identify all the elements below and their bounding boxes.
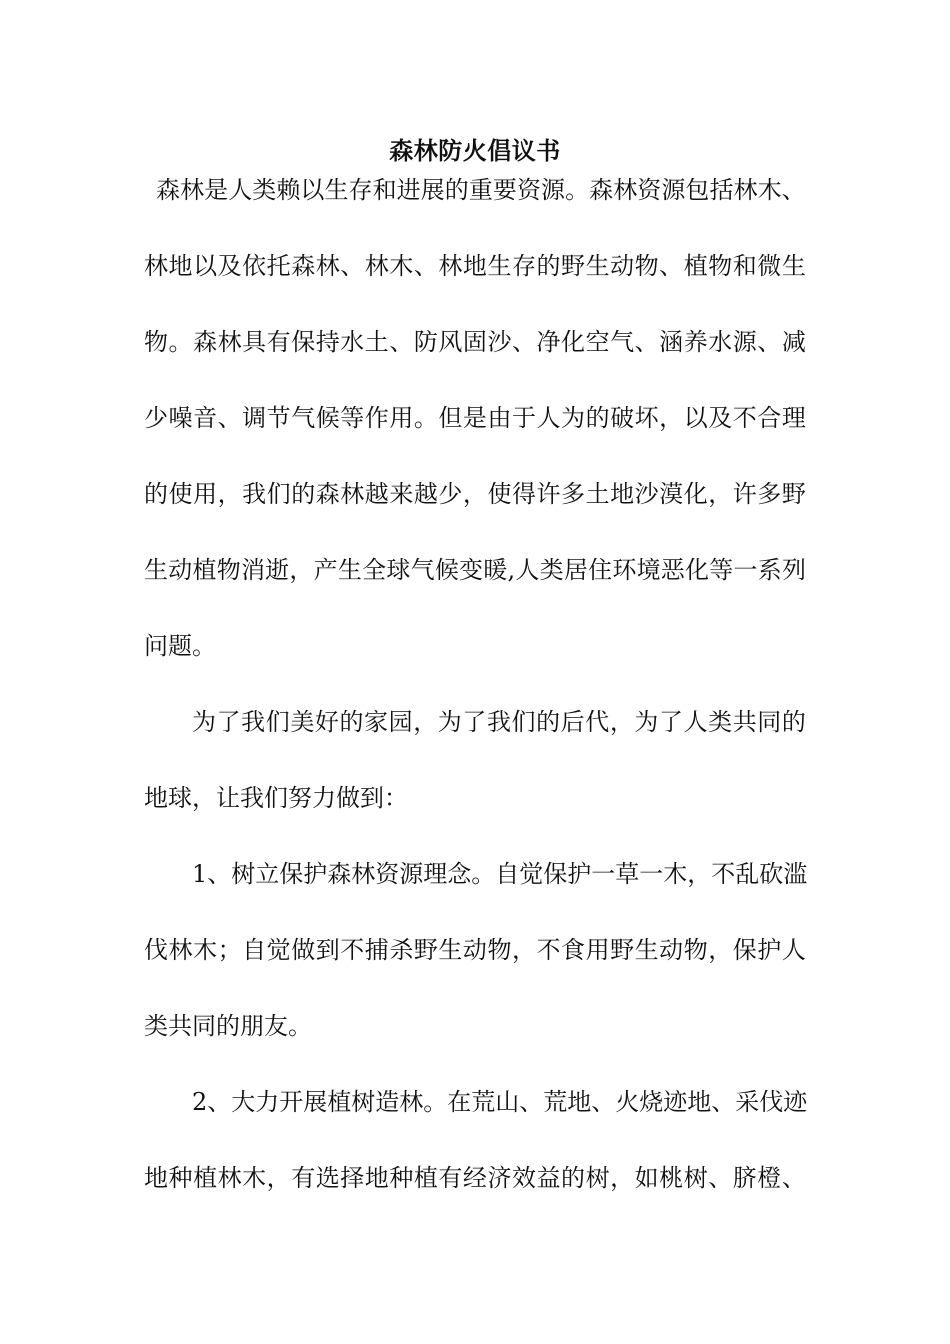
paragraph-line-13: 2 、 大 力 开 展 植 树 造 林 。 在 荒 山 、 荒 地 、 火 烧 迹 地 、 采 伐 迹 bbox=[192, 1088, 808, 1116]
paragraph-line-12: 类共同的朋友。 bbox=[144, 1012, 312, 1040]
paragraph-line-9: 地球，让我们努力做到： bbox=[144, 784, 408, 812]
paragraph-line-7: 问题。 bbox=[144, 632, 216, 660]
paragraph-line-1: 森 林 是 人 类 赖 以 生 存 和 进 展 的 重 要 资 源 。 森 林 资 源 包 括 林 木 、 bbox=[156, 176, 806, 204]
paragraph-line-2: 林 地 以 及 依 托 森 林 、 林 木 、 林 地 生 存 的 野 生 动 物 、 植 物 和 微 生 bbox=[144, 252, 806, 280]
paragraph-line-14: 地 种 植 林 木 ， 有 选 择 地 种 植 有 经 济 效 益 的 树 ， 如 桃 树 、 脐 橙 、 bbox=[144, 1164, 806, 1192]
paragraph-line-11: 伐 林 木 ； 自 觉 做 到 不 捕 杀 野 生 动 物 ， 不 食 用 野 生 动 物 ， 保 护 人 bbox=[144, 936, 806, 964]
paragraph-line-3: 物 。 森 林 具 有 保 持 水 土 、 防 风 固 沙 、 净 化 空 气 、 涵 养 水 源 、 减 bbox=[144, 328, 806, 356]
paragraph-line-6: 生 动 植 物 消 逝 ， 产 生 全 球 气 候 变 暖 , 人 类 居 住 环 境 恶 化 等 一 系 列 bbox=[144, 556, 806, 584]
document-title: 森林防火倡议书 bbox=[389, 137, 561, 165]
paragraph-line-4: 少 噪 音 、 调 节 气 候 等 作 用 。 但 是 由 于 人 为 的 破 坏 ， 以 及 不 合 理 bbox=[144, 404, 806, 432]
paragraph-line-10: 1 、 树 立 保 护 森 林 资 源 理 念 。 自 觉 保 护 一 草 一 木 ， 不 乱 砍 滥 bbox=[192, 860, 808, 888]
paragraph-line-5: 的 使 用 ， 我 们 的 森 林 越 来 越 少 ， 使 得 许 多 土 地 沙 漠 化 ， 许 多 野 bbox=[144, 480, 806, 508]
paragraph-line-8: 为 了 我 们 美 好 的 家 园 ， 为 了 我 们 的 后 代 ， 为 了 人 类 共 同 的 bbox=[192, 708, 806, 736]
